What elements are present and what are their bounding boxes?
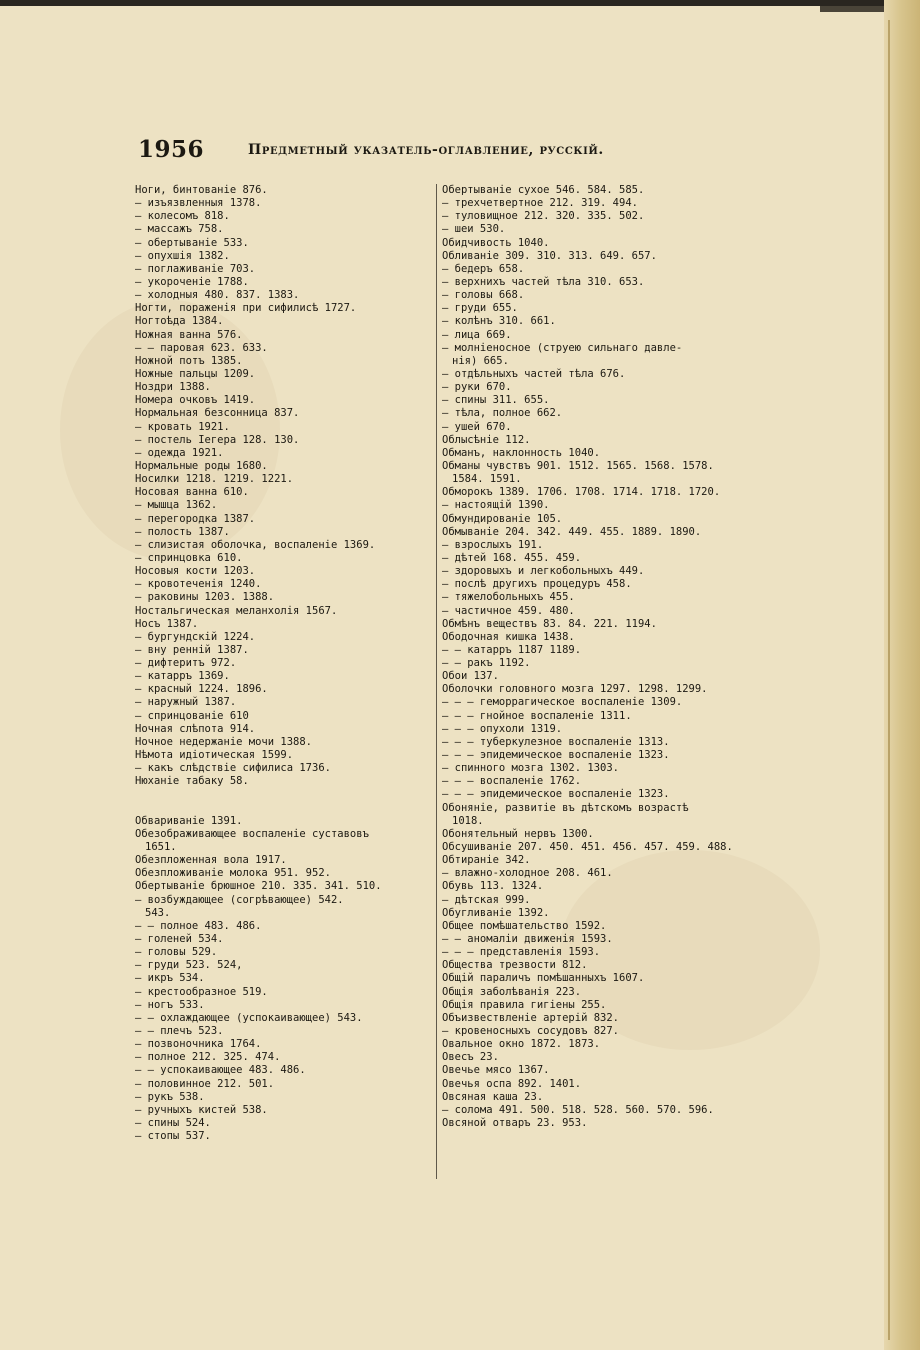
index-entry: Нормальная безсонница 837. (135, 407, 300, 420)
index-entry: — спинного мозга 1302. 1303. (442, 762, 620, 775)
index-entry: — колѣнъ 310. 661. (442, 315, 556, 328)
index-entry: Овальное окно 1872. 1873. (442, 1038, 601, 1051)
index-entry: — перегородка 1387. (135, 512, 256, 525)
index-entry: Оболочки головного мозга 1297. 1298. 1299. (442, 683, 708, 696)
index-entry: — молніеносное (струею сильнаго давле- (442, 341, 683, 354)
index-entry: Обертываніе сухое 546. 584. 585. (442, 184, 645, 196)
index-entry: — полость 1387. (135, 525, 230, 538)
index-entry: Ногти, пораженія при сифилисѣ 1727. (135, 302, 357, 315)
index-entry: Овсяной отваръ 23. 953. (442, 1116, 588, 1129)
index-column-left (135, 184, 437, 1143)
index-entry: Обертываніе брюшное 210. 335. 341. 510. (135, 880, 382, 893)
index-entry: — руки 670. (442, 381, 512, 394)
index-entry: Обувь 113. 1324. (442, 880, 544, 893)
index-entry: Ноги, бинтованіе 876. (135, 184, 268, 196)
index-entry: — кровеносныхъ сосудовъ 827. (442, 1025, 620, 1037)
index-entry: — массажъ 758. (135, 223, 224, 236)
index-entry: — наружный 1387. (135, 696, 237, 709)
index-entry: — — — геморрагическое воспаленіе 1309. (442, 696, 683, 709)
index-entry: — спринцовка 610. (135, 551, 243, 564)
index-entry: — половинное 212. 501. (135, 1077, 275, 1090)
index-entry: Обезпложенная вола 1917. (135, 854, 287, 867)
page-number: 1956 (138, 136, 205, 163)
index-entry: Общія заболѣванія 223. (442, 985, 582, 998)
index-entry: Ножной потъ 1385. (135, 354, 243, 367)
page-title: Предметный указатель-оглавление, русскій. (248, 142, 604, 158)
index-entry: — какъ слѣдствіе сифилиса 1736. (135, 762, 331, 775)
index-entry: Ногтоѣда 1384. (135, 315, 224, 328)
index-entry: — — катарръ 1187 1189. (442, 643, 582, 656)
index-entry: — солома 491. 500. 518. 528. 560. 570. 596. (442, 1103, 714, 1116)
index-entry: Обмундированіе 105. (442, 512, 563, 525)
index-entry: Обугливаніе 1392. (442, 906, 550, 919)
index-entry: — ручныхъ кистей 538. (135, 1103, 268, 1116)
index-entry: Овечья оспа 892. 1401. (442, 1077, 582, 1090)
index-entry: Овсяная каша 23. (442, 1090, 544, 1103)
column-divider (436, 184, 437, 1179)
index-entry: — кровать 1921. (135, 420, 230, 433)
index-entry: — дифтеритъ 972. (135, 657, 237, 670)
index-entry: — постель Іегера 128. 130. (135, 433, 300, 446)
index-entry: Носовыя кости 1203. (135, 565, 256, 578)
index-entry: Обезображивающее воспаленіе суставовъ (135, 827, 369, 840)
index-entry: — возбуждающее (согрѣвающее) 542. (135, 893, 344, 906)
index-entry: Обморокъ 1389. 1706. 1708. 1714. 1718. 1720. (442, 486, 721, 499)
index-entry: — бедеръ 658. (442, 262, 525, 275)
index-entry: — полное 212. 325. 474. (135, 1051, 281, 1064)
index-entry: — спринцованіе 610 (135, 709, 249, 722)
index-entry: Нѣмота идіотическая 1599. (135, 749, 294, 762)
index-entry: Обмѣнъ веществъ 83. 84. 221. 1194. (442, 617, 657, 630)
index-entry: Обманы чувствъ 901. 1512. 1565. 1568. 1578. (442, 459, 714, 472)
index-entry: — — аномаліи движенія 1593. (442, 933, 613, 946)
index-entry: Обоняніе, развитіе въ дѣтскомъ возрастѣ (442, 801, 689, 814)
index-entry: — бургундскій 1224. (135, 630, 256, 643)
index-entry: 1651. (145, 841, 177, 854)
index-entry: — дѣтская 999. (442, 893, 531, 906)
index-entry: — ногъ 533. (135, 998, 205, 1011)
index-entry: Ночное недержаніе мочи 1388. (135, 735, 313, 748)
index-entry: — груди 655. (442, 302, 518, 315)
index-entry: — лица 669. (442, 328, 512, 341)
index-entry: — — ракъ 1192. (442, 657, 531, 670)
index-entry: 543. (145, 906, 171, 919)
index-entry: — дѣтей 168. 455. 459. (442, 551, 582, 564)
index-entry: Ностальгическая меланхолія 1567. (135, 604, 338, 617)
index-entry: — — — представленія 1593. (442, 946, 601, 959)
index-entry: — туловищное 212. 320. 335. 502. (442, 210, 645, 223)
index-entry: — — — эпидемическое воспаленіе 1323. (442, 749, 670, 762)
index-entry: Обливаніе 309. 310. 313. 649. 657. (442, 249, 657, 262)
index-entry: — здоровыхъ и легкобольныхъ 449. (442, 565, 645, 578)
index-entry: — ушей 670. (442, 420, 512, 433)
index-entry: Обмываніе 204. 342. 449. 455. 1889. 1890. (442, 525, 702, 538)
index-entry: Носилки 1218. 1219. 1221. (135, 473, 294, 486)
index-entry: Ножная ванна 576. (135, 328, 243, 341)
index-entry: — отдѣльныхъ частей тѣла 676. (442, 367, 626, 380)
index-entry: 1584. 1591. (452, 473, 522, 486)
index-entry: — вну ренній 1387. (135, 643, 249, 656)
index-entry: Ночная слѣпота 914. (135, 722, 256, 735)
index-entry: — спины 524. (135, 1117, 211, 1129)
index-entry: — шеи 530. (442, 223, 506, 236)
index-entry: Ножные пальцы 1209. (135, 367, 256, 380)
scan-top-border (0, 0, 920, 6)
index-entry: Общества трезвости 812. (442, 959, 588, 972)
index-entry: нія) 665. (452, 354, 509, 367)
index-entry: — изъязвленныя 1378. (135, 197, 262, 210)
index-entry: Овесъ 23. (442, 1051, 499, 1064)
index-entry: — одежда 1921. (135, 446, 224, 459)
index-entry: — тяжелобольныхъ 455. (442, 591, 575, 604)
index-entry: Носовая ванна 610. (135, 486, 249, 499)
index-entry: — опухшія 1382. (135, 249, 230, 262)
index-entry: — груди 523. 524, (135, 959, 243, 972)
index-entry: Облысѣніе 112. (442, 433, 531, 446)
index-entry: — мышца 1362. (135, 499, 218, 512)
index-entry: — стопы 537. (135, 1130, 211, 1143)
index-entry: — головы 529. (135, 946, 218, 959)
index-entry (135, 788, 437, 814)
index-entry: — колесомъ 818. (135, 210, 230, 223)
index-entry: — позвоночника 1764. (135, 1038, 262, 1051)
index-entry: 1018. (452, 814, 484, 827)
index-entry: — верхнихъ частей тѣла 310. 653. (442, 275, 645, 288)
index-entry: — спины 311. 655. (442, 394, 550, 407)
index-entry: — поглаживаніе 703. (135, 262, 256, 275)
index-entry: — влажно-холодное 208. 461. (442, 867, 613, 880)
index-entry: Ободочная кишка 1438. (442, 630, 575, 643)
index-entry: Обманъ, наклонность 1040. (442, 446, 601, 459)
index-entry: — красный 1224. 1896. (135, 683, 268, 696)
index-entry: — — — туберкулезное воспаленіе 1313. (442, 735, 670, 748)
index-entry: — кровотеченія 1240. (135, 578, 262, 591)
index-entry: — частичное 459. 480. (442, 604, 575, 617)
index-entry: Обидчивость 1040. (442, 236, 550, 249)
index-entry: — икръ 534. (135, 972, 205, 985)
index-entry: Нормальные роды 1680. (135, 459, 268, 472)
index-entry: — крестообразное 519. (135, 985, 268, 998)
index-entry: — взрослыхъ 191. (442, 538, 544, 551)
index-entry: — — плечъ 523. (135, 1025, 224, 1038)
index-entry: Обои 137. (442, 670, 499, 683)
index-entry: Обвариваніе 1391. (135, 814, 243, 827)
index-entry: Общее помѣшательство 1592. (442, 919, 607, 932)
index-entry: — — — гнойное воспаленіе 1311. (442, 709, 632, 722)
index-entry: Носъ 1387. (135, 617, 199, 630)
index-entry: — — — воспаленіе 1762. (442, 775, 582, 788)
index-entry: — трехчетвертное 212. 319. 494. (442, 197, 638, 210)
index-entry: — рукъ 538. (135, 1090, 205, 1103)
index-entry: Ноздри 1388. (135, 381, 211, 394)
index-column-right (442, 184, 744, 1130)
index-entry: — раковины 1203. 1388. (135, 591, 275, 604)
index-entry: — — паровая 623. 633. (135, 341, 268, 354)
index-entry: Обонятельный нервъ 1300. (442, 827, 594, 840)
index-entry: — слизистая оболочка, воспаленіе 1369. (135, 538, 376, 551)
index-entry: — настоящій 1390. (442, 499, 550, 512)
index-entry: Нюханіе табаку 58. (135, 775, 249, 788)
index-entry: — послѣ другихъ процедуръ 458. (442, 578, 632, 591)
index-entry: — — полное 483. 486. (135, 919, 262, 932)
index-entry: — — — опухоли 1319. (442, 722, 563, 735)
page-fold-line (888, 20, 890, 1340)
index-entry: — тѣла, полное 662. (442, 407, 563, 420)
index-entry: — — охлаждающее (успокаивающее) 543. (135, 1011, 363, 1024)
index-entry: Объизвествленіе артерій 832. (442, 1011, 620, 1024)
index-entry: — укороченіе 1788. (135, 275, 249, 288)
index-entry: — холодныя 480. 837. 1383. (135, 289, 300, 302)
index-entry: Обезпложиваніе молока 951. 952. (135, 867, 331, 880)
index-entry: Овечье мясо 1367. (442, 1064, 550, 1077)
index-entry: — обертываніе 533. (135, 236, 249, 249)
index-entry: — катарръ 1369. (135, 670, 230, 683)
index-entry: — — успокаивающее 483. 486. (135, 1064, 306, 1077)
index-entry: Общій параличъ помѣшанныхъ 1607. (442, 972, 645, 985)
index-entry: Общія правила гигіены 255. (442, 998, 607, 1011)
index-entry: Номера очковъ 1419. (135, 394, 256, 407)
index-entry: — — — эпидемическое воспаленіе 1323. (442, 788, 670, 801)
index-entry: — голеней 534. (135, 933, 224, 946)
page-header (138, 136, 698, 166)
index-entry: Обсушиваніе 207. 450. 451. 456. 457. 459. 488. (442, 841, 733, 854)
index-entry: Обтираніе 342. (442, 854, 531, 867)
index-entry: — головы 668. (442, 289, 525, 302)
